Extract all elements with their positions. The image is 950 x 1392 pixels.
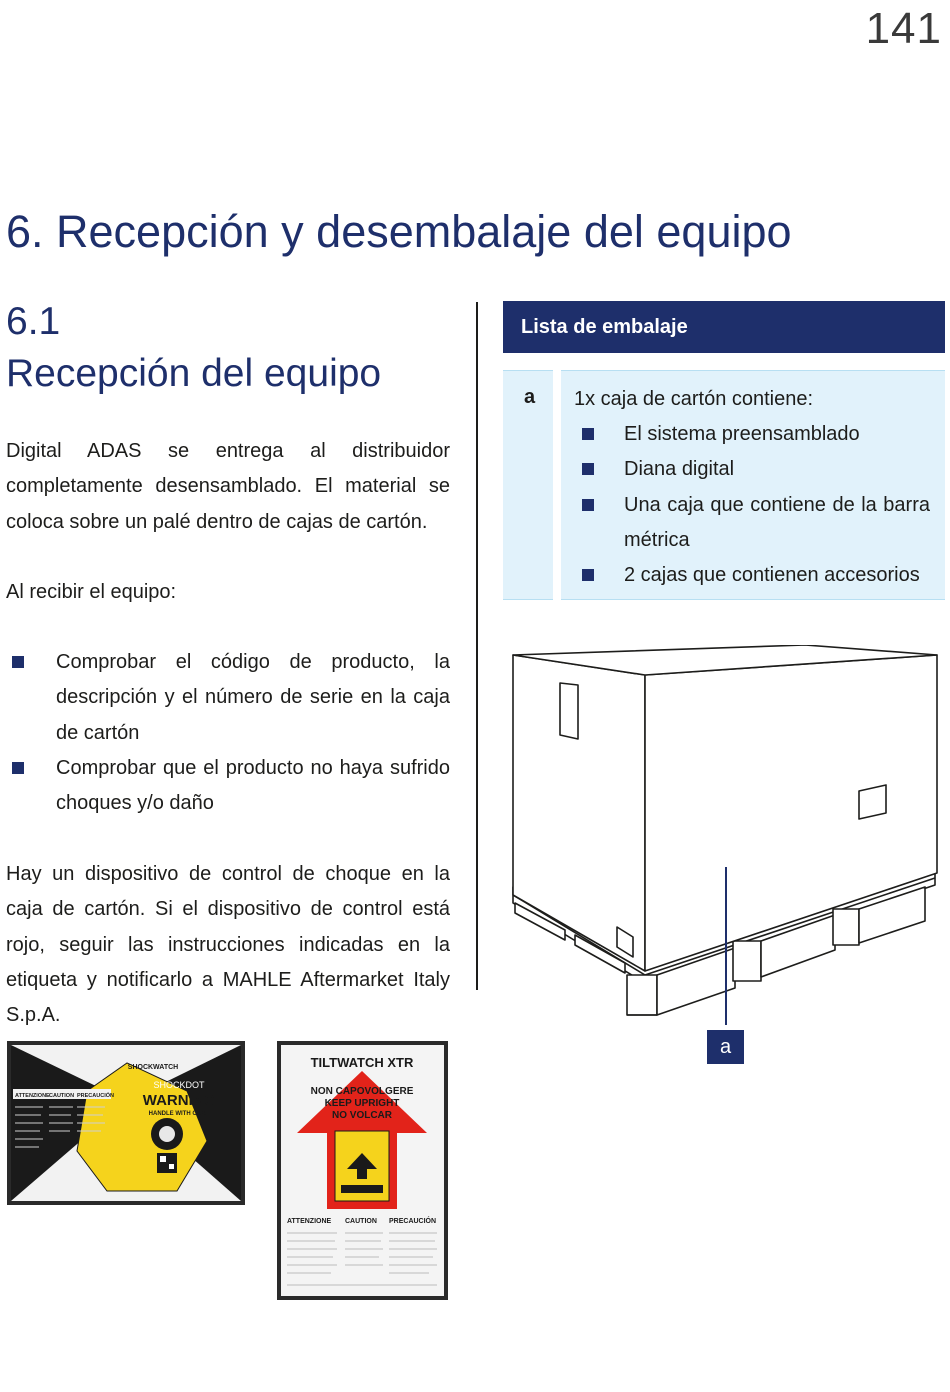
pallet-box-illustration (505, 645, 945, 1025)
packing-item-text: 2 cajas que contienen accesorios (624, 564, 920, 587)
bullet-square-icon (582, 463, 594, 475)
intro-paragraph: Digital ADAS se entrega al distribuidor completamente desensamblado. El material se coloca sobre un palé dentro de cajas de cartón. (6, 440, 450, 533)
section-title: Recepción del equipo (6, 352, 382, 395)
list-item (580, 488, 930, 559)
chapter-title: 6. Recepción y desembalaje del equipo (6, 206, 792, 257)
packing-list-intro: 1x caja de cartón contiene: (574, 388, 814, 410)
packing-item-text: El sistema preensamblado (624, 423, 860, 445)
tiltwatch-line3: NO VOLCAR (332, 1110, 392, 1121)
packing-list-items (580, 417, 930, 593)
shockwatch-col1: ATTENZIONE (15, 1093, 50, 1099)
tiltwatch-col3: PRECAUCIÓN (389, 1218, 437, 1225)
packing-item-text: Una caja que contiene de la barra métrica (624, 493, 930, 551)
list-item (580, 452, 930, 487)
tiltwatch-label-photo (277, 1041, 448, 1300)
check-text: Comprobar el código de producto, la descripción y el número de serie en la caja de cartón (56, 651, 450, 744)
bullet-square-icon (582, 499, 594, 511)
shockwatch-col3: PRECAUCIÓN (77, 1093, 114, 1099)
section-number: 6.1 (6, 300, 61, 343)
shockwatch-brand: SHOCKWATCH (127, 1064, 179, 1071)
shockwatch-warning: WARNING (142, 1092, 216, 1109)
list-item (10, 645, 450, 751)
shock-paragraph: Hay un dispositivo de control de choque en la caja de cartón. Si el dispositivo de control está rojo, seguir las instrucciones indicadas en la etiqueta y notificarlo a MAHLE Aftermarket Italy S.p.A. (6, 863, 450, 1027)
page-number: 141 (865, 4, 942, 53)
shockwatch-col2: CAUTION (49, 1093, 75, 1099)
tiltwatch-line2: KEEP UPRIGHT (324, 1098, 400, 1109)
check-list (10, 645, 450, 821)
shockwatch-label-photo (7, 1041, 245, 1205)
bullet-square-icon (582, 569, 594, 581)
list-item (10, 751, 450, 822)
check-text: Comprobar que el producto no haya sufrido choques y/o daño (56, 756, 450, 815)
tiltwatch-col2: CAUTION (345, 1218, 377, 1225)
shockwatch-sub: HANDLE WITH CARE (148, 1111, 210, 1117)
bullet-square-icon (12, 762, 24, 774)
packing-list-letter: a (524, 386, 536, 408)
list-item (580, 417, 930, 452)
tiltwatch-col1: ATTENZIONE (287, 1218, 332, 1225)
tiltwatch-brand: TILTWATCH XTR (310, 1055, 414, 1070)
on-receive-paragraph: Al recibir el equipo: (6, 581, 177, 603)
shockwatch-product: SHOCKDOT (153, 1080, 205, 1090)
list-item (580, 558, 930, 593)
packing-item-text: Diana digital (624, 458, 735, 481)
callout-label-a: a (707, 1030, 744, 1064)
packing-list-header: Lista de embalaje (503, 301, 945, 353)
bullet-square-icon (582, 428, 594, 440)
bullet-square-icon (12, 656, 24, 668)
tiltwatch-line1: NON CAPOVOLGERE (310, 1086, 414, 1097)
column-divider (476, 302, 478, 990)
